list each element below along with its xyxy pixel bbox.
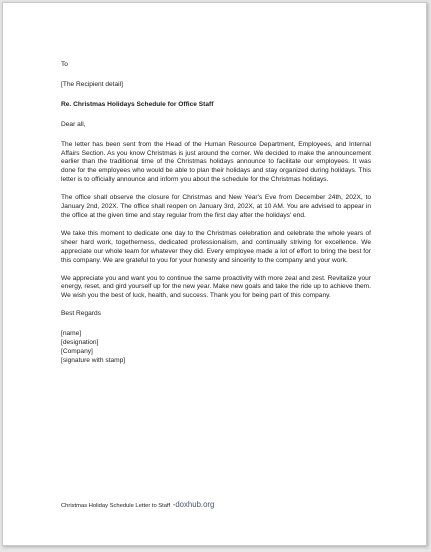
signature-stamp: [signature with stamp] xyxy=(61,356,126,364)
letter-paragraph: The letter has been sent from the Head of the Human Resource Department, Employees, and Internal Affairs Section. As you know Christmas is just around the corner. We decided to make the announcement earlier than the traditional time of the Christmas holidays announce to facilitate our employees. It was done for the employees who would be able to plan their holidays and stay organized during holidays. This letter is to officially announce and inform you about the schedule for the Christmas holidays. xyxy=(61,140,371,184)
letter-closing: Best Regards xyxy=(61,310,101,318)
letter-body xyxy=(61,61,371,366)
letter-subject: Re. Christmas Holidays Schedule for Office Staff xyxy=(61,100,214,108)
document-page xyxy=(2,2,427,546)
signature-designation: [designation] xyxy=(61,339,99,347)
letter-paragraph: The office shall observe the closure for Christmas and New Year's Eve from December 24th, 202X, to January 2nd, 202X. The office shall reopen on January 3rd, 202X, at 10 AM. You are advised to appear in the office at the given time and stay regular from the first day after the holidays' end. xyxy=(61,194,371,219)
footer-caption: Christmas Holiday Schedule Letter to Staff xyxy=(61,503,171,509)
letter-to: To xyxy=(61,61,68,68)
letter-paragraph: We take this moment to dedicate one day to the Christmas celebration and celebrate the whole years of sheer hard work, togetherness, dedicated professionalism, and continually striving for excellence. We appreciate our whole team for whatever they did. Every employee made a lot of effort to bring the best for this company. We are grateful to you for your honesty and sincerity to the company and your work. xyxy=(61,229,371,264)
letter-paragraph: We appreciate you and want you to continue the same proactivity with more zeal and zest. Revitalize your energy, reset, and gird yourself up for the new year. Make new goals and take the ride up to achieve them. We wish you the best of luck, health, and success. Thank you for being part of this company. xyxy=(61,274,371,300)
signature-name: [name] xyxy=(61,330,82,338)
footer-brand: -doxhub.org xyxy=(172,500,215,509)
signature-block xyxy=(61,330,371,366)
page-footer xyxy=(61,500,214,509)
signature-company: [Company] xyxy=(61,347,93,355)
recipient-detail: [The Recipient detail] xyxy=(61,80,123,88)
letter-salutation: Dear all, xyxy=(61,120,86,128)
